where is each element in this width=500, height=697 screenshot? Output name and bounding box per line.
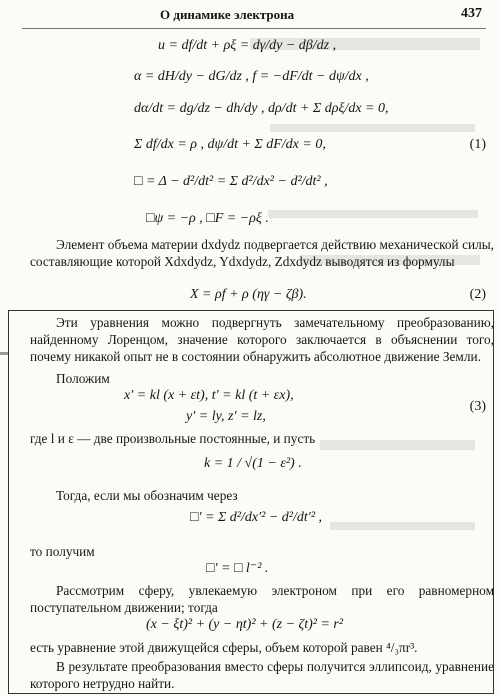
- formula-3-line-1: x′ = kl (x + εt), t′ = kl (t + εx),: [124, 388, 294, 403]
- formula-2: X = ρf + ρ (ηγ − ζβ).: [190, 287, 307, 302]
- page-number: 437: [461, 6, 482, 21]
- page-header: [22, 6, 486, 26]
- paragraph-polozhim: Положим: [56, 371, 110, 386]
- formula-box-relation: □′ = □ l⁻² .: [206, 561, 269, 576]
- equation-line-5: □ = Δ − d²/dt² = Σ d²/dx² − d²/dt² ,: [134, 174, 328, 189]
- formula-3-line-2: y′ = ly, z′ = lz,: [186, 409, 266, 424]
- header-rule: [22, 28, 486, 29]
- equation-line-6: □ψ = −ρ , □F = −ρξ .: [146, 211, 269, 226]
- equation-number-2: (2): [469, 287, 486, 302]
- formula-box-operator: □′ = Σ d²/dx′² − d²/dt′² ,: [190, 510, 323, 525]
- formula-k: k = 1 / √(1 − ε²) .: [204, 456, 302, 471]
- equation-number-1: (1): [469, 137, 486, 152]
- equation-number-3: (3): [469, 399, 486, 414]
- paragraph-5: то получим: [30, 544, 95, 559]
- paragraph-1: Элемент объема материи dxdydz подвергается действию механической силы, составляющие которой Xdxdydz, Ydxdydz, Zdxdydz выводятся из формулы: [30, 237, 494, 269]
- margin-mark: [0, 352, 8, 355]
- paragraph-7: есть уравнение этой движущейся сферы, объем которой равен ⁴/₃πr³.: [30, 640, 418, 655]
- equation-line-3: dα/dt = dg/dz − dh/dy , dρ/dt + Σ dρξ/dx = 0,: [134, 101, 389, 116]
- equation-line-2: α = dH/dy − dG/dz , f = −dF/dt − dψ/dx ,: [134, 69, 369, 84]
- equation-line-1: u = df/dt + ρξ = dγ/dy − dβ/dz ,: [158, 38, 337, 53]
- equation-line-4: Σ df/dx = ρ , dψ/dt + Σ dF/dx = 0,: [134, 137, 326, 152]
- paragraph-2: Эти уравнения можно подвергнуть замечательному преобразованию, найденному Лоренцом, значение которого заключается в объяснении того, почему никакой опыт не в состоянии обнаружить абсолютное движение Земли.: [30, 315, 494, 364]
- running-title: О динамике электрона: [160, 7, 295, 22]
- paragraph-3: где l и ε — две произвольные постоянные, и пусть: [30, 431, 316, 446]
- formula-sphere: (x − ξt)² + (y − ηt)² + (z − ζt)² = r²: [146, 617, 344, 632]
- paragraph-6: Рассмотрим сферу, увлекаемую электроном при его равномерном поступательном движении; тогда: [30, 583, 494, 615]
- paragraph-4: Тогда, если мы обозначим через: [56, 488, 238, 503]
- paragraph-8: В результате преобразования вместо сферы получится эллипсоид, уравнение которого нетрудно найти.: [30, 659, 494, 691]
